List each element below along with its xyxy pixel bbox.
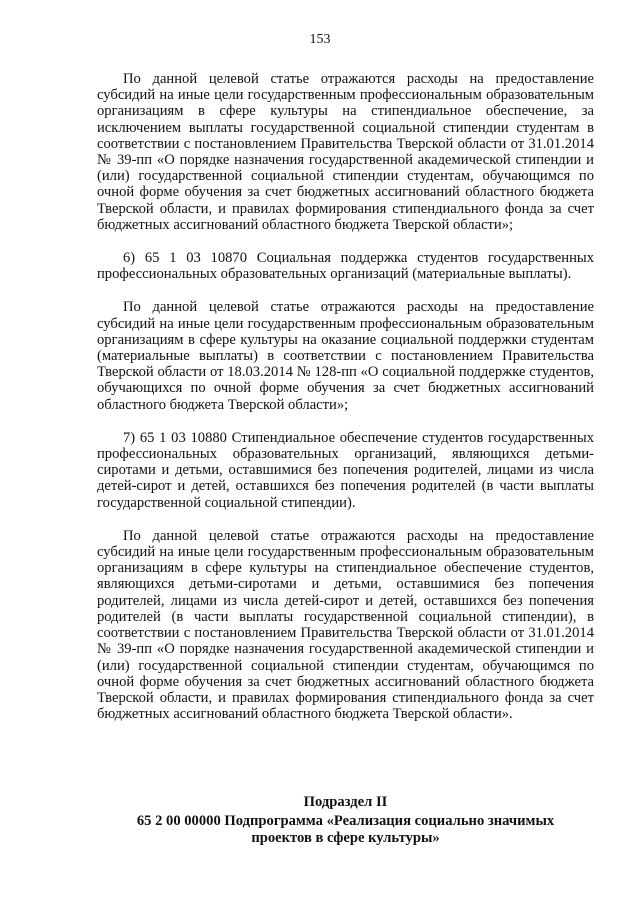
body-text xyxy=(97,71,594,739)
paragraph-4-item-7: 7) 65 1 03 10880 Стипендиальное обеспечение студентов государственных профессиональных образовательных организаций, являющихся детьми-сиротами и детьми, оставшимися без попечения родителей, лицами из числа детей-сирот и детей, оставшихся без попечения родителей (в части выплаты государственной социальной стипендии). xyxy=(97,429,594,511)
paragraph-5: По данной целевой статье отражаются расходы на предоставление субсидий на иные цели государственным профессиональным образовательным организациям в сфере культуры на стипендиальное обеспечение студентов, являющихся детьми-сиротами и детьми, оставшимися без попечения родителей, лицами из числа детей-сирот и детей, оставшихся без попечения родителей (в части выплаты государственной социальной стипендии), в соответствии с постановлением Правительства Тверской области от 31.01.2014 № 39-пп «О порядке назначения государственной академической стипендии и (или) государственной социальной стипендии студентам, обучающимся по очной форме обучения за счет бюджетных ассигнований областного бюджета Тверской области, и правилах формирования стипендиального фонда за счет бюджетных ассигнований областного бюджета Тверской области». xyxy=(97,527,594,723)
page-number: 153 xyxy=(309,32,331,47)
subprogram-title-line-2: проектов в сфере культуры» xyxy=(251,830,440,846)
paragraph-3: По данной целевой статье отражаются расходы на предоставление субсидий на иные цели государственным профессиональным образовательным организациям в сфере культуры на оказание социальной поддержки студентам (материальные выплаты) в соответствии с постановлением Правительства Тверской области от 18.03.2014 № 128-пп «О социальной поддержке студентов, обучающихся по очной форме обучения за счет бюджетных ассигнований областного бюджета Тверской области»; xyxy=(97,299,594,413)
subsection-title: Подраздел II xyxy=(303,794,388,810)
paragraph-1: По данной целевой статье отражаются расходы на предоставление субсидий на иные цели государственным профессиональным образовательным организациям в сфере культуры на стипендиальное обеспечение, за исключением выплаты государственной социальной стипендии студентам в соответствии с постановлением Правительства Тверской области от 31.01.2014 № 39-пп «О порядке назначения государственной академической стипендии и (или) государственной социальной стипендии студентам, обучающимся по очной форме обучения за счет бюджетных ассигнований областного бюджета Тверской области, и правилах формирования стипендиального фонда за счет бюджетных ассигнований областного бюджета Тверской области»; xyxy=(97,71,594,233)
subprogram-title-line-1: 65 2 00 00000 Подпрограмма «Реализация социально значимых xyxy=(136,813,555,829)
section-heading xyxy=(97,794,594,847)
paragraph-2-item-6: 6) 65 1 03 10870 Социальная поддержка студентов государственных профессиональных образовательных организаций (материальные выплаты). xyxy=(97,250,594,283)
